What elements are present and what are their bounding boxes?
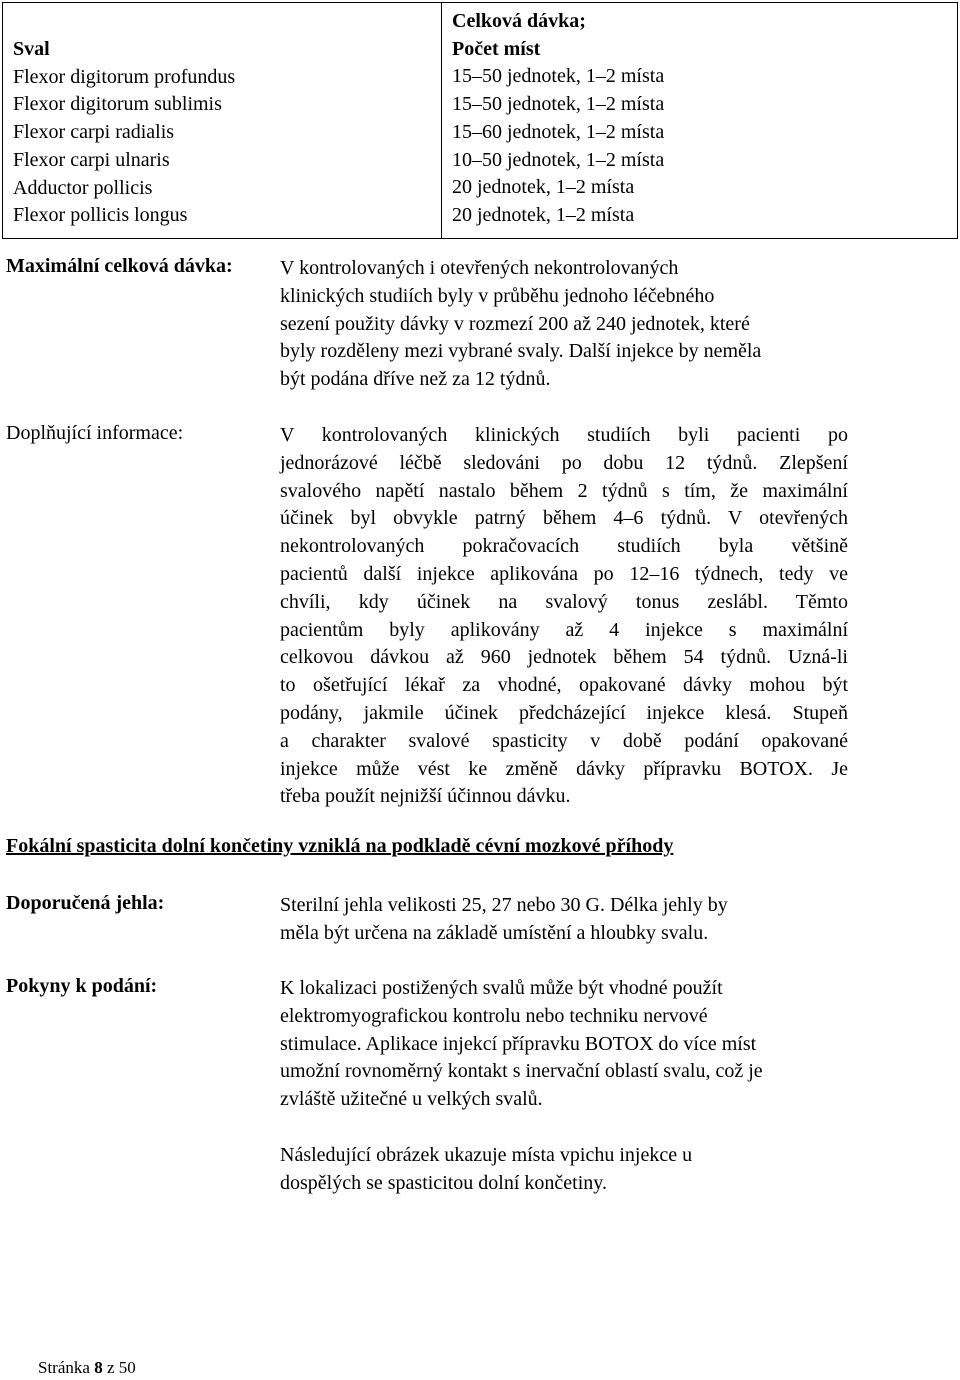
page-footer: [38, 1358, 136, 1378]
dose-value: 20 jednotek, 1–2 místa: [452, 176, 635, 199]
text-line: měla být určena na základě umístění a hloubky svalu.: [280, 921, 709, 944]
dose-column: [442, 3, 958, 239]
text-line: a charakter svalové spasticity v době podání opakované: [280, 729, 848, 752]
text-line: jednorázové léčbě sledováni po dobu 12 týdnů. Zlepšení: [280, 451, 848, 474]
footer-page-number: 8: [94, 1358, 103, 1377]
figure-intro-text: [280, 1142, 848, 1198]
text-line: K lokalizaci postižených svalů může být vhodné použít: [280, 977, 723, 999]
text-line: sezení použity dávky v rozmezí 200 až 240 jednotek, které: [280, 312, 750, 335]
max-dose-text: [280, 255, 848, 394]
additional-info-text: [280, 422, 848, 811]
administration-label: Pokyny k podání:: [6, 975, 158, 997]
text-line: stimulace. Aplikace injekcí přípravku BOTOX do více míst: [280, 1032, 757, 1055]
muscle-name: Flexor pollicis longus: [13, 204, 188, 227]
text-line: dospělých se spasticitou dolní končetiny.: [280, 1171, 607, 1194]
footer-prefix: Stránka: [38, 1358, 90, 1377]
muscle-name: Flexor digitorum profundus: [13, 65, 236, 88]
table-row: [3, 3, 958, 239]
text-line: pacientům byly aplikovány až 4 injekce s maximální: [280, 618, 848, 641]
text-line: injekce může vést ke změně dávky přípravku BOTOX. Je: [280, 757, 848, 780]
dose-value: 15–50 jednotek, 1–2 místa: [452, 65, 665, 88]
dose-table: [2, 2, 958, 239]
muscle-name: Flexor carpi radialis: [13, 121, 175, 144]
text-line: klinických studiích byly v průběhu jednoho léčebného: [280, 284, 715, 307]
text-line: třeba použít nejnižší účinnou dávku.: [280, 785, 571, 808]
muscle-column: [3, 3, 442, 239]
text-line: to ošetřující lékař za vhodné, opakované dávky mohou být: [280, 674, 848, 697]
dose-value: 10–50 jednotek, 1–2 místa: [452, 148, 665, 171]
text-line: umožní rovnoměrný kontakt s inervační oblastí svalu, což je: [280, 1060, 763, 1083]
text-line: účinek byl obvykle patrný během 4–6 týdnů. V otevřených: [280, 507, 848, 530]
muscle-name: Flexor digitorum sublimis: [13, 93, 222, 116]
needle-label: Doporučená jehla:: [6, 892, 165, 914]
text-line: pacientů další injekce aplikována po 12–16 týdnech, tedy ve: [280, 562, 848, 585]
text-line: nekontrolovaných pokračovacích studiích byla většině: [280, 535, 848, 558]
text-line: V kontrolovaných klinických studiích byli pacienti po: [280, 424, 848, 446]
text-line: celkovou dávkou až 960 jednotek během 54 týdnů. Uzná-li: [280, 646, 848, 669]
text-line: byly rozděleny mezi vybrané svaly. Další injekce by neměla: [280, 340, 762, 363]
text-line: Následující obrázek ukazuje místa vpichu injekce u: [280, 1144, 693, 1166]
muscle-name: Adductor pollicis: [13, 176, 153, 199]
dose-value: 15–50 jednotek, 1–2 místa: [452, 93, 665, 116]
max-dose-label: Maximální celková dávka:: [6, 255, 233, 277]
muscle-name: Flexor carpi ulnaris: [13, 148, 170, 171]
text-line: svalového napětí nastalo během 2 týdnů s tím, že maximální: [280, 479, 848, 502]
footer-total: 50: [118, 1358, 136, 1377]
footer-middle: z: [106, 1358, 115, 1377]
text-line: zvláště užitečné u velkých svalů.: [280, 1088, 543, 1111]
header-dose-2: Počet míst: [452, 37, 541, 60]
needle-text: [280, 892, 848, 948]
text-line: Sterilní jehla velikosti 25, 27 nebo 30 G. Délka jehly by: [280, 894, 728, 916]
text-line: chvíli, kdy účinek na svalový tonus zeslábl. Těmto: [280, 590, 848, 613]
header-muscle: Sval: [13, 38, 50, 60]
dose-value: 20 jednotek, 1–2 místa: [452, 203, 635, 226]
section-heading: Fokální spasticita dolní končetiny vzniklá na podkladě cévní mozkové příhody: [6, 835, 674, 857]
administration-text: [280, 975, 848, 1114]
text-line: podány, jakmile účinek předcházející injekce klesá. Stupeň: [280, 701, 848, 724]
text-line: V kontrolovaných i otevřených nekontrolovaných: [280, 257, 679, 279]
additional-info-label: Doplňující informace:: [6, 422, 184, 444]
dose-value: 15–60 jednotek, 1–2 místa: [452, 120, 665, 143]
header-dose-1: Celková dávka;: [452, 10, 586, 32]
text-line: být podána dříve než za 12 týdnů.: [280, 368, 551, 391]
text-line: elektromyografickou kontrolu nebo techniku nervové: [280, 1004, 708, 1027]
